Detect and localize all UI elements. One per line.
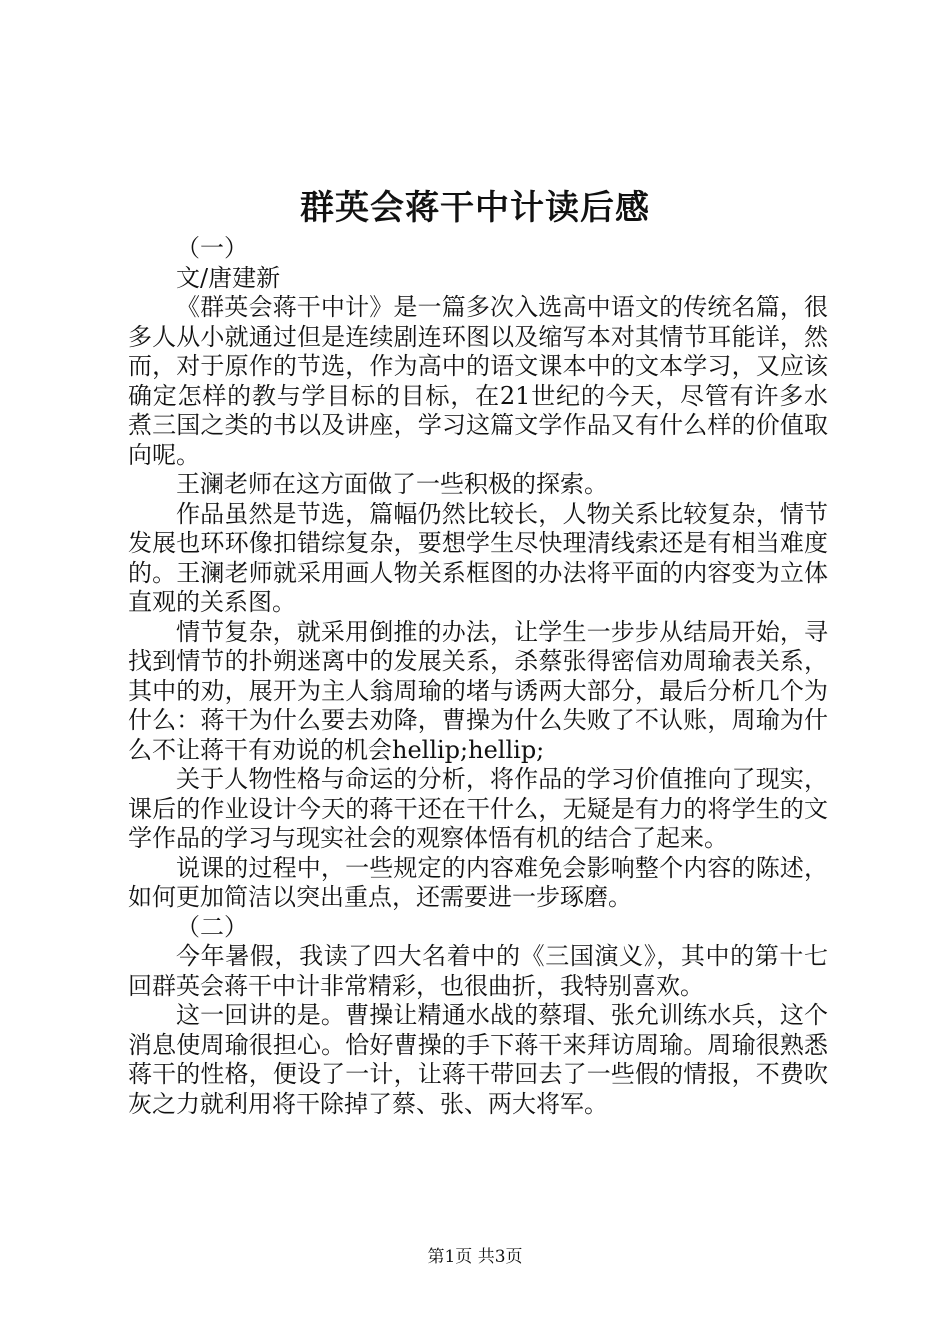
paragraph: 今年暑假，我读了四大名着中的《三国演义》，其中的第十七回群英会蒋干中计非常精彩，也很曲折，我特别喜欢。 bbox=[128, 942, 828, 1000]
paragraph: 这一回讲的是。曹操让精通水战的蔡瑁、张允训练水兵，这个消息使周瑜很担心。恰好曹操的手下蒋干来拜访周瑜。周瑜很熟悉蒋干的性格，便设了一计，让蒋干带回去了一些假的情报，不费吹灰之力就利用将干除掉了蔡、张、两大将军。 bbox=[128, 1001, 828, 1118]
document-body bbox=[128, 234, 828, 1119]
section-heading-2: （二） bbox=[176, 912, 248, 941]
author-line: 文/唐建新 bbox=[176, 263, 281, 292]
paragraph: 情节复杂，就采用倒推的办法，让学生一步步从结局开始，寻找到情节的扑朔迷离中的发展关系，杀蔡张得密信劝周瑜表关系，其中的劝，展开为主人翁周瑜的堵与诱两大部分，最后分析几个为什么：蒋干为什么要去劝降，曹操为什么失败了不认账，周瑜为什么不让蒋干有劝说的机会hellip;hellip; bbox=[128, 617, 828, 764]
paragraph: 关于人物性格与命运的分析，将作品的学习价值推向了现实，课后的作业设计今天的蒋干还在干什么，无疑是有力的将学生的文学作品的学习与现实社会的观察体悟有机的结合了起来。 bbox=[128, 765, 828, 852]
paragraph: 说课的过程中，一些规定的内容难免会影响整个内容的陈述，如何更加简洁以突出重点，还需要进一步琢磨。 bbox=[128, 853, 828, 911]
paragraph: 王澜老师在这方面做了一些积极的探索。 bbox=[176, 470, 608, 498]
paragraph: 《群英会蒋干中计》是一篇多次入选高中语文的传统名篇，很多人从小就通过但是连续剧连环图以及缩写本对其情节耳能详，然而，对于原作的节选，作为高中的语文课本中的文本学习，又应该确定怎样的教与学目标的目标，在21世纪的今天，尽管有许多水煮三国之类的书以及讲座，学习这篇文学作品又有什么样的价值取向呢。 bbox=[128, 293, 828, 469]
page-footer: 第1页 共3页 bbox=[427, 1247, 523, 1267]
paragraph: 作品虽然是节选，篇幅仍然比较长，人物关系比较复杂，情节发展也环环像扣错综复杂，要想学生尽快理清线索还是有相当难度的。王澜老师就采用画人物关系框图的办法将平面的内容变为立体直观的关系图。 bbox=[128, 499, 828, 616]
document-title: 群英会蒋干中计读后感 bbox=[300, 188, 650, 228]
section-heading-1: （一） bbox=[176, 234, 248, 262]
